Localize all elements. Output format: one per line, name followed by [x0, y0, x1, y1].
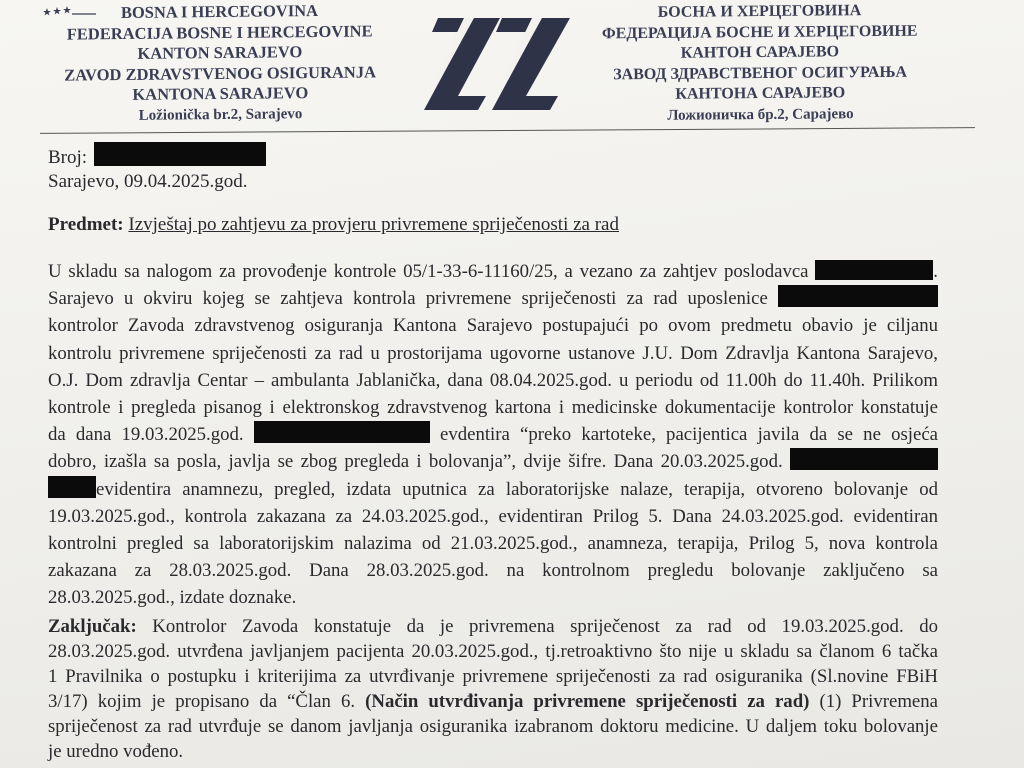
letterhead-latin — [29, 0, 410, 127]
reference-number-label: Broj: — [48, 147, 88, 168]
letterhead-canton: KANTON SARAJEVO — [137, 42, 303, 63]
conclusion-block — [48, 614, 938, 764]
letterhead-country-cyr: БОСНА И ХЕРЦЕГОВИНА — [657, 2, 862, 21]
body-line — [48, 448, 938, 475]
report-body — [48, 258, 938, 612]
body-text-segment: evdentira “preko kartoteke, pacijentica javila da se ne osjeća — [440, 424, 939, 446]
body-text-segment: Sarajevo u okviru kojeg se zahtjeva kontrola privremene spriječenosti za rad uposlenice — [48, 288, 768, 310]
subject-label: Predmet: — [48, 214, 124, 235]
zzo-logo-icon — [420, 10, 580, 115]
body-line: kontrolor Zavoda zdravstvenog osiguranja Kantona Sarajevo postupajući po ovom predmetu obavio je ciljanu — [48, 315, 938, 337]
redaction-bar — [94, 142, 266, 166]
conclusion-line: je uredno vođeno. — [48, 741, 184, 762]
letterhead-federation-cyr: ФЕДЕРАЦИЈА БОСНЕ И ХЕРЦЕГОВИНЕ — [601, 22, 918, 42]
body-text-segment: dobro, izašla sa posla, javlja se zbog pregleda i bolovanja”, dvije šifre. Dana 20.03.2025.god. — [48, 451, 783, 473]
redaction-bar — [254, 421, 430, 443]
conclusion-line: 1 Pravilnika o postupku i kriterijima za utvrđivanje privremene spriječenosti za rad osiguranika (Sl.novine FBiH — [48, 666, 938, 687]
body-line: O.J. Dom zdravlja Centar – ambulanta Jablanička, dana 08.04.2025.god. u periodu od 11.00h do 11.40h. Prilikom — [48, 369, 938, 391]
letterhead-institution-canton-cyr: КАНТОНА САРАЈЕВО — [675, 84, 846, 103]
letterhead-institution: ZAVOD ZDRAVSTVENOG OSIGURANJA — [64, 61, 377, 85]
body-line: kontrolu privremene spriječenosti za rad u prostorijama ugovorne ustanove J.U. Dom Zdravlja Kantona Sarajevo, — [48, 342, 938, 364]
letterhead-institution-canton: KANTONA SARAJEVO — [132, 83, 309, 104]
body-text-segment: da dana 19.03.2025.god. — [48, 424, 244, 446]
body-text-segment: . — [933, 261, 938, 282]
body-line — [48, 285, 938, 312]
body-line: kontrolni pregled sa laboratorijskim nalazima od 21.03.2025.god., anamneza, terapija, Prilog 5, nova kontrola — [48, 533, 938, 555]
letterhead-canton-cyr: КАНТОН САРАЈЕВО — [680, 43, 840, 62]
body-line — [48, 421, 938, 448]
body-line — [48, 258, 938, 285]
body-line: 19.03.2025.god., kontrola zakazana za 24.03.2025.god., evidentiran Prilog 5. Dana 24.03.2025.god. evidentiran — [48, 505, 938, 527]
subject-line — [48, 214, 619, 236]
body-line — [48, 476, 938, 503]
letterhead-country: BOSNA I HERCEGOVINA — [120, 0, 319, 23]
conclusion-line: 28.03.2025.god. utvrđena javljanjem pacijenta 20.03.2025.god., tj.retroaktivno što nije u skladu sa članom 6 tačka — [48, 641, 938, 662]
letterhead-address: Ložionička br.2, Sarajevo — [138, 105, 303, 124]
subject-text: Izvještaj po zahtjevu za provjeru privremene spriječenosti za rad — [128, 214, 619, 235]
letterhead-institution-cyr: ЗАВОД ЗДРАВСТВЕНОГ ОСИГУРАЊА — [613, 63, 908, 83]
redaction-bar — [790, 448, 938, 470]
body-line: kontrole i pregleda pisanog i elektronskog zdravstvenog kartona i medicinske dokumentacije kontrolor konstatuje — [48, 397, 938, 419]
redaction-bar — [778, 285, 938, 307]
body-text-segment: evidentira anamnezu, pregled, izdata uputnica za laboratorijske nalaze, terapija, otvoreno bolovanje od — [96, 478, 938, 500]
place-date: Sarajevo, 09.04.2025.god. — [48, 171, 248, 192]
article-title: (Način utvrđivanja privremene spriječenosti za rad) — [365, 691, 810, 712]
letterhead — [0, 0, 1024, 132]
redaction-bar — [48, 476, 96, 498]
letterhead-federation: FEDERACIJA BOSNE I HERCEGOVINE — [66, 20, 373, 44]
reference-block — [48, 142, 266, 194]
letterhead-cyrillic — [589, 1, 930, 127]
letterhead-address-cyr: Ложионичка бр.2, Сарајево — [667, 105, 854, 124]
redaction-bar — [815, 260, 933, 280]
conclusion-line — [48, 689, 938, 714]
conclusion-line: spriječenost za rad utvrđuje se danom javljanja osiguranika izabranom doktoru medicine. U daljem toku bolovanje — [48, 716, 938, 737]
conclusion-text-segment: (1) Privremena — [819, 691, 938, 712]
body-text-segment: U skladu sa nalogom za provođenje kontrole 05/1-33-6-11160/25, a vezano za zahtjev poslodavca — [48, 261, 809, 282]
conclusion-text-segment: 3/17) kojim je propisano da “Član 6. — [48, 691, 356, 712]
conclusion-label: Zaključak: — [48, 616, 137, 637]
conclusion-line — [48, 614, 938, 639]
conclusion-text-segment: Kontrolor Zavoda konstatuje da je privremena spriječenost za rad od 19.03.2025.god. do — [152, 616, 938, 637]
body-line: zakazana za 28.03.2025.god. Dana 28.03.2025.god. na kontrolnom pregledu bolovanje zaključeno sa — [48, 560, 938, 582]
body-line: 28.03.2025.god., izdate doznake. — [48, 587, 297, 609]
